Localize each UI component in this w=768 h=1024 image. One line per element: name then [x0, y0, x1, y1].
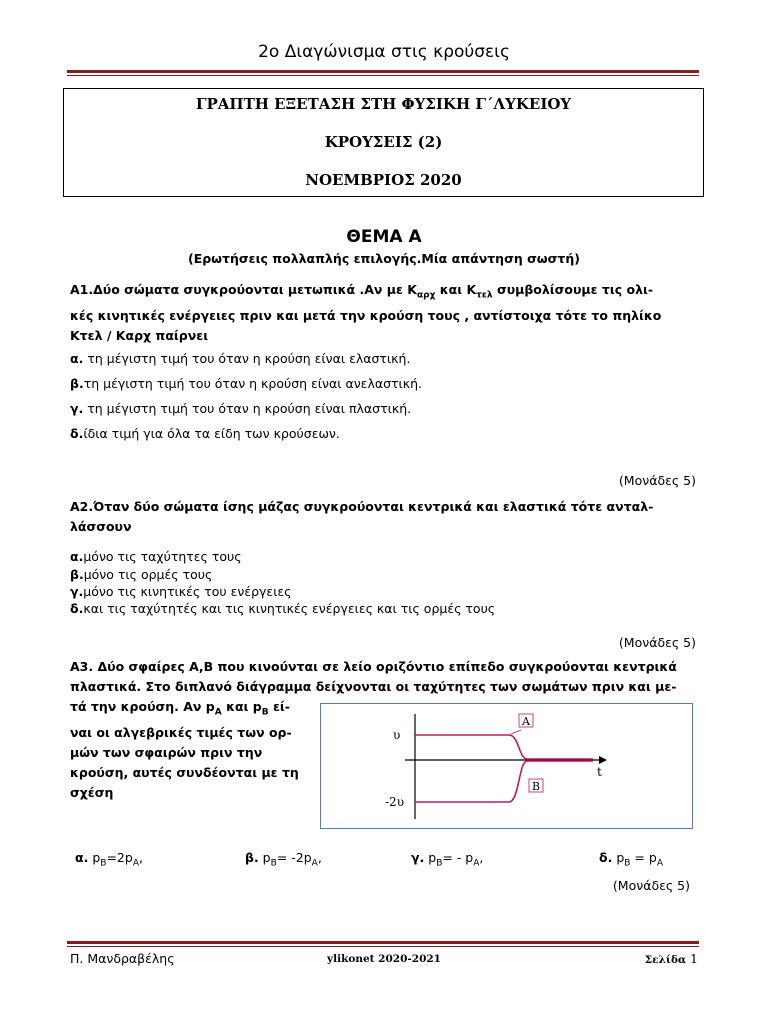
- curve-b-label: B: [532, 780, 541, 793]
- section-title: ΘΕΜΑ Α: [346, 227, 422, 247]
- y-label-negative: -2υ: [385, 795, 404, 809]
- option-a2-c: γ.μόνο τις κινητικές του ενέργειες: [70, 584, 292, 599]
- footer-author: Π. Μανδραβέλης: [70, 951, 175, 966]
- y-label-positive: υ: [393, 728, 401, 742]
- exam-title-box: [63, 88, 704, 197]
- marks-a3: (Μονάδες 5): [612, 878, 690, 893]
- marks-a1: (Μονάδες 5): [618, 473, 696, 488]
- option-a2-d: δ.και τις ταχύτητές και τις κινητικές ενέργειες και τις ορμές τους: [70, 601, 496, 616]
- curve-a-label: A: [522, 715, 530, 728]
- exam-title: ΓΡΑΠΤΗ ΕΞΕΤΑΣΗ ΣΤΗ ΦΥΣΙΚΗ Γ΄ΛΥΚΕΙΟΥ: [195, 95, 572, 113]
- answer-a3-a: α. $p_B=2p_A$,: [75, 850, 143, 869]
- curve-a: [415, 735, 593, 759]
- curve-b: [415, 761, 593, 802]
- question-a3: Α3. Δύο σφαίρες Α,Β που κινούνται σε λείο οριζόντιο επίπεδο συγκρούονται κεντρικά πλαστικά. Στο διπλανό διάγραμμα δείχνονται οι ταχύτητες των σωμάτων πριν και με-: [70, 659, 677, 694]
- footer-site: ylikonet 2020-2021: [327, 953, 441, 965]
- option-a1-a: α. τη μέγιστη τιμή του όταν η κρούση είναι ελαστική.: [70, 351, 411, 366]
- answer-a3-b: β. $p_B= -2p_A$,: [245, 850, 322, 869]
- header-rule-thin: [67, 75, 699, 76]
- diagram-svg: [321, 704, 692, 828]
- answer-a3-d: δ. $p_B = p_A$: [599, 850, 663, 869]
- x-label: t: [597, 765, 602, 779]
- question-a2: Α2.Όταν δύο σώματα ίσης μάζας συγκρούονται κεντρικά και ελαστικά τότε ανταλ- λάσσουν: [70, 499, 654, 534]
- exam-subject: ΚΡΟΥΣΕΙΣ (2): [324, 133, 443, 151]
- option-a2-a: α.μόνο τις ταχύτητες τους: [70, 549, 242, 564]
- question-a3-continued: τά την κρούση. Αν $p_A$ και $p_B$ εί- ναι οι αλγεβρικές τιμές των ορ- μών των σφαιρών πριν την κρούση, αυτές συνδέονται με τη σχέση: [70, 699, 299, 800]
- question-a1: Α1.Δύο σώματα συγκρούονται μετωπικά .Αν με $K_{\alpha\rho\chi}$ και $K_{\tau\varepsilon\lambda}$ συμβολίσουμε τις ολι- κές κινητικές ενέργειες πριν και μετά την κρούση τους , αντίστοιχα τότε το πηλίκο Κτελ / Καρχ παίρνει: [70, 282, 662, 343]
- x-axis-arrow: [599, 756, 607, 764]
- page-label: Σελίδα: [644, 954, 687, 966]
- velocity-time-diagram: [320, 703, 693, 829]
- answer-a3-c: γ. $p_B= - p_A$,: [411, 850, 484, 869]
- label-a-pointer: [511, 730, 521, 734]
- option-a2-b: β.μόνο τις ορμές τους: [70, 567, 213, 582]
- page-header-title: 2ο Διαγώνισμα στις κρούσεις: [258, 42, 510, 62]
- exam-date: ΝΟΕΜΒΡΙΟΣ 2020: [305, 171, 462, 189]
- option-a1-b: β.τη μέγιστη τιμή του όταν η κρούση είναι ανελαστική.: [70, 376, 423, 391]
- marks-a2: (Μονάδες 5): [618, 635, 696, 650]
- header-rule: [67, 70, 699, 73]
- section-subtitle: (Ερωτήσεις πολλαπλής επιλογής.Μία απάντηση σωστή): [187, 251, 580, 266]
- page-number: 1: [690, 951, 698, 966]
- footer-rule-thin: [67, 946, 699, 947]
- footer-rule: [67, 941, 699, 944]
- footer-page: [645, 951, 698, 966]
- option-a1-c: γ. τη μέγιστη τιμή του όταν η κρούση είναι πλαστική.: [70, 401, 412, 416]
- option-a1-d: δ.ίδια τιμή για όλα τα είδη των κρούσεων.: [70, 426, 340, 441]
